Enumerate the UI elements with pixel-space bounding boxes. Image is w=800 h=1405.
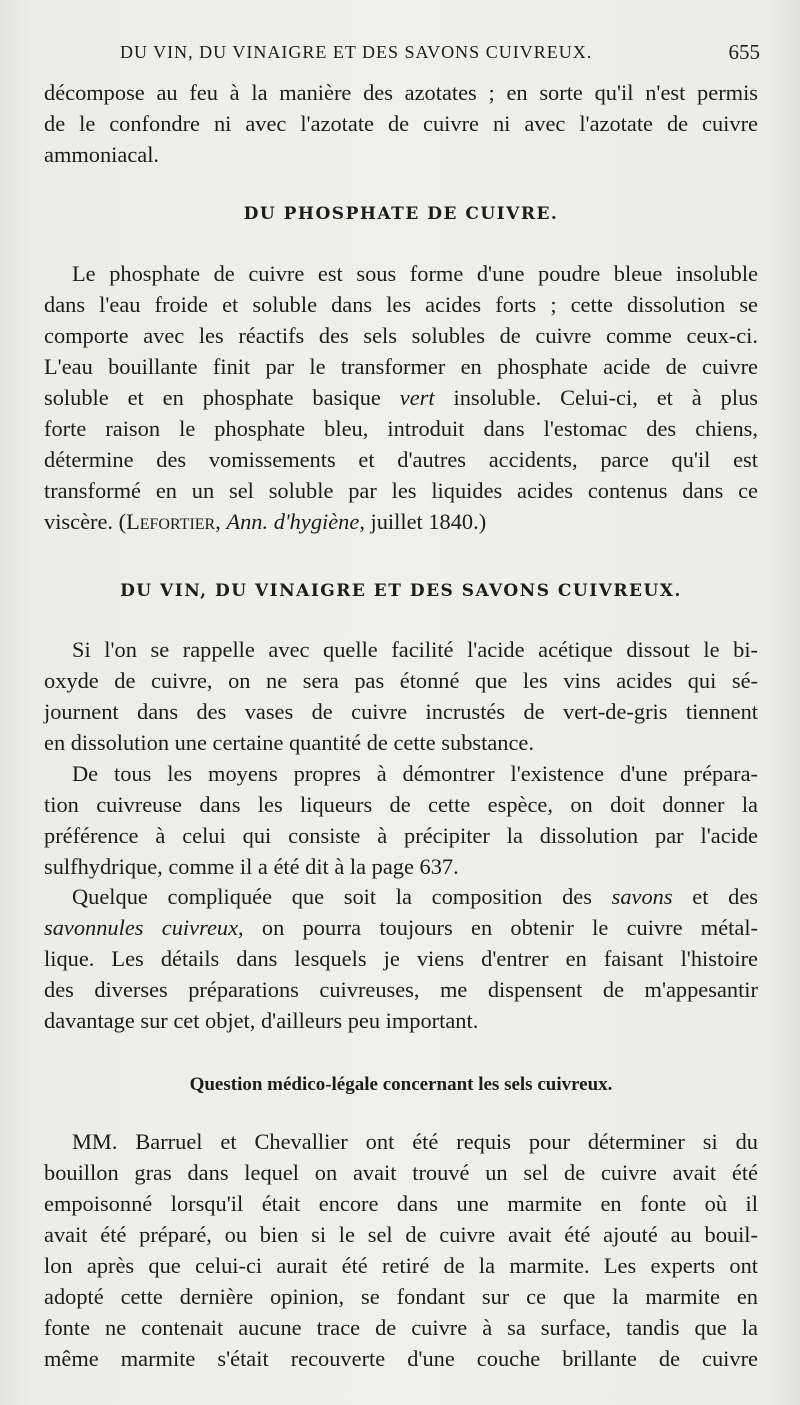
text-line: viscère. (Lefortier, Ann. d'hygiène, juillet 1840.) [44, 509, 487, 534]
text-line: comporte avec les réactifs des sels solubles de cuivre comme ceux-ci. [44, 323, 758, 348]
citation-journal: Ann. d'hygiène [226, 509, 360, 534]
text-line: savonnules cuivreux, on pourra toujours en obtenir le cuivre métal- [44, 915, 758, 940]
vin-paragraph-3 [44, 881, 758, 1036]
text-line: oxyde de cuivre, on ne sera pas étonné que les vins acides qui sé- [44, 668, 758, 693]
text-line: de le confondre ni avec l'azotate de cuivre ni avec l'azotate de cuivre [44, 111, 758, 136]
text-line: des diverses préparations cuivreuses, me dispensent de m'appesantir [44, 977, 758, 1002]
text-line: transformé en un sel soluble par les liquides acides contenus dans ce [44, 478, 758, 503]
text-line: L'eau bouillante finit par le transformer en phosphate acide de cuivre [44, 354, 758, 379]
text-line: tion cuivreuse dans les liqueurs de cette espèce, on doit donner la [44, 792, 758, 817]
text-line: en dissolution une certaine quantité de cette substance. [44, 730, 534, 755]
text-line: MM. Barruel et Chevallier ont été requis pour déterminer si du [72, 1129, 758, 1154]
text-line: empoisonné lorsqu'il était encore dans une marmite en fonte où il [44, 1191, 758, 1216]
text-line: journent dans des vases de cuivre incrustés de vert-de-gris tiennent [44, 699, 758, 724]
subsection-heading-question: Question médico-légale concernant les sels cuivreux. [189, 1074, 613, 1095]
text-line: avait été préparé, ou bien si le sel de cuivre avait été ajouté au bouil- [44, 1222, 758, 1247]
text-line: décompose au feu à la manière des azotates ; en sorte qu'il n'est permis [44, 80, 758, 105]
text-line: lique. Les détails dans lesquels je viens d'entrer en faisant l'histoire [44, 946, 758, 971]
text-line: forte raison le phosphate bleu, introduit dans l'estomac des chiens, [44, 416, 758, 441]
text-line: Quelque compliquée que soit la composition des savons et des [72, 884, 758, 909]
text-line: Si l'on se rappelle avec quelle facilité l'acide acétique dissout le bi- [72, 637, 758, 662]
section-heading-vin: DU VIN, DU VINAIGRE ET DES SAVONS CUIVREUX. [120, 581, 682, 601]
text-line: ammoniacal. [44, 142, 160, 167]
text-line: même marmite s'était recouverte d'une couche brillante de cuivre [44, 1346, 758, 1371]
text-line: Le phosphate de cuivre est sous forme d'une poudre bleue insoluble [72, 261, 758, 286]
text-line: détermine des vomissements et d'autres accidents, parce qu'il est [44, 447, 758, 472]
vin-paragraph-2 [44, 758, 758, 882]
text-line: préférence à celui qui consiste à précipiter la dissolution par l'acide [44, 823, 758, 848]
text-line: lon après que celui-ci aurait été retiré de la marmite. Les experts ont [44, 1253, 758, 1278]
text-line: davantage sur cet objet, d'ailleurs peu important. [44, 1008, 479, 1033]
running-head-title: DU VIN, DU VINAIGRE ET DES SAVONS CUIVREUX. [120, 42, 593, 62]
text-line: sulfhydrique, comme il a été dit à la page 637. [44, 854, 459, 879]
text-line: dans l'eau froide et soluble dans les acides forts ; cette dissolution se [44, 292, 758, 317]
intro-paragraph [44, 77, 758, 170]
text-line: De tous les moyens propres à démontrer l'existence d'une prépara- [72, 761, 758, 786]
citation-author: Lefortier [126, 509, 216, 534]
text-line: bouillon gras dans lequel on avait trouvé un sel de cuivre avait été [44, 1160, 758, 1185]
text-line: adopté cette dernière opinion, se fondant sur ce que la marmite en [44, 1284, 758, 1309]
question-paragraph [44, 1126, 758, 1374]
page-number: 655 [728, 40, 760, 64]
text-line: soluble et en phosphate basique vert insoluble. Celui-ci, et à plus [44, 385, 758, 410]
italic-word: savons [611, 884, 673, 909]
italic-word: vert [399, 385, 435, 410]
text-line: fonte ne contenait aucune trace de cuivre à sa surface, tandis que la [44, 1315, 758, 1340]
phosphate-paragraph [44, 258, 758, 537]
vin-paragraph-1 [44, 634, 758, 758]
section-heading-phosphate: DU PHOSPHATE DE CUIVRE. [243, 204, 559, 224]
italic-phrase: savonnules cuivreux [44, 915, 239, 940]
running-head [120, 42, 760, 70]
